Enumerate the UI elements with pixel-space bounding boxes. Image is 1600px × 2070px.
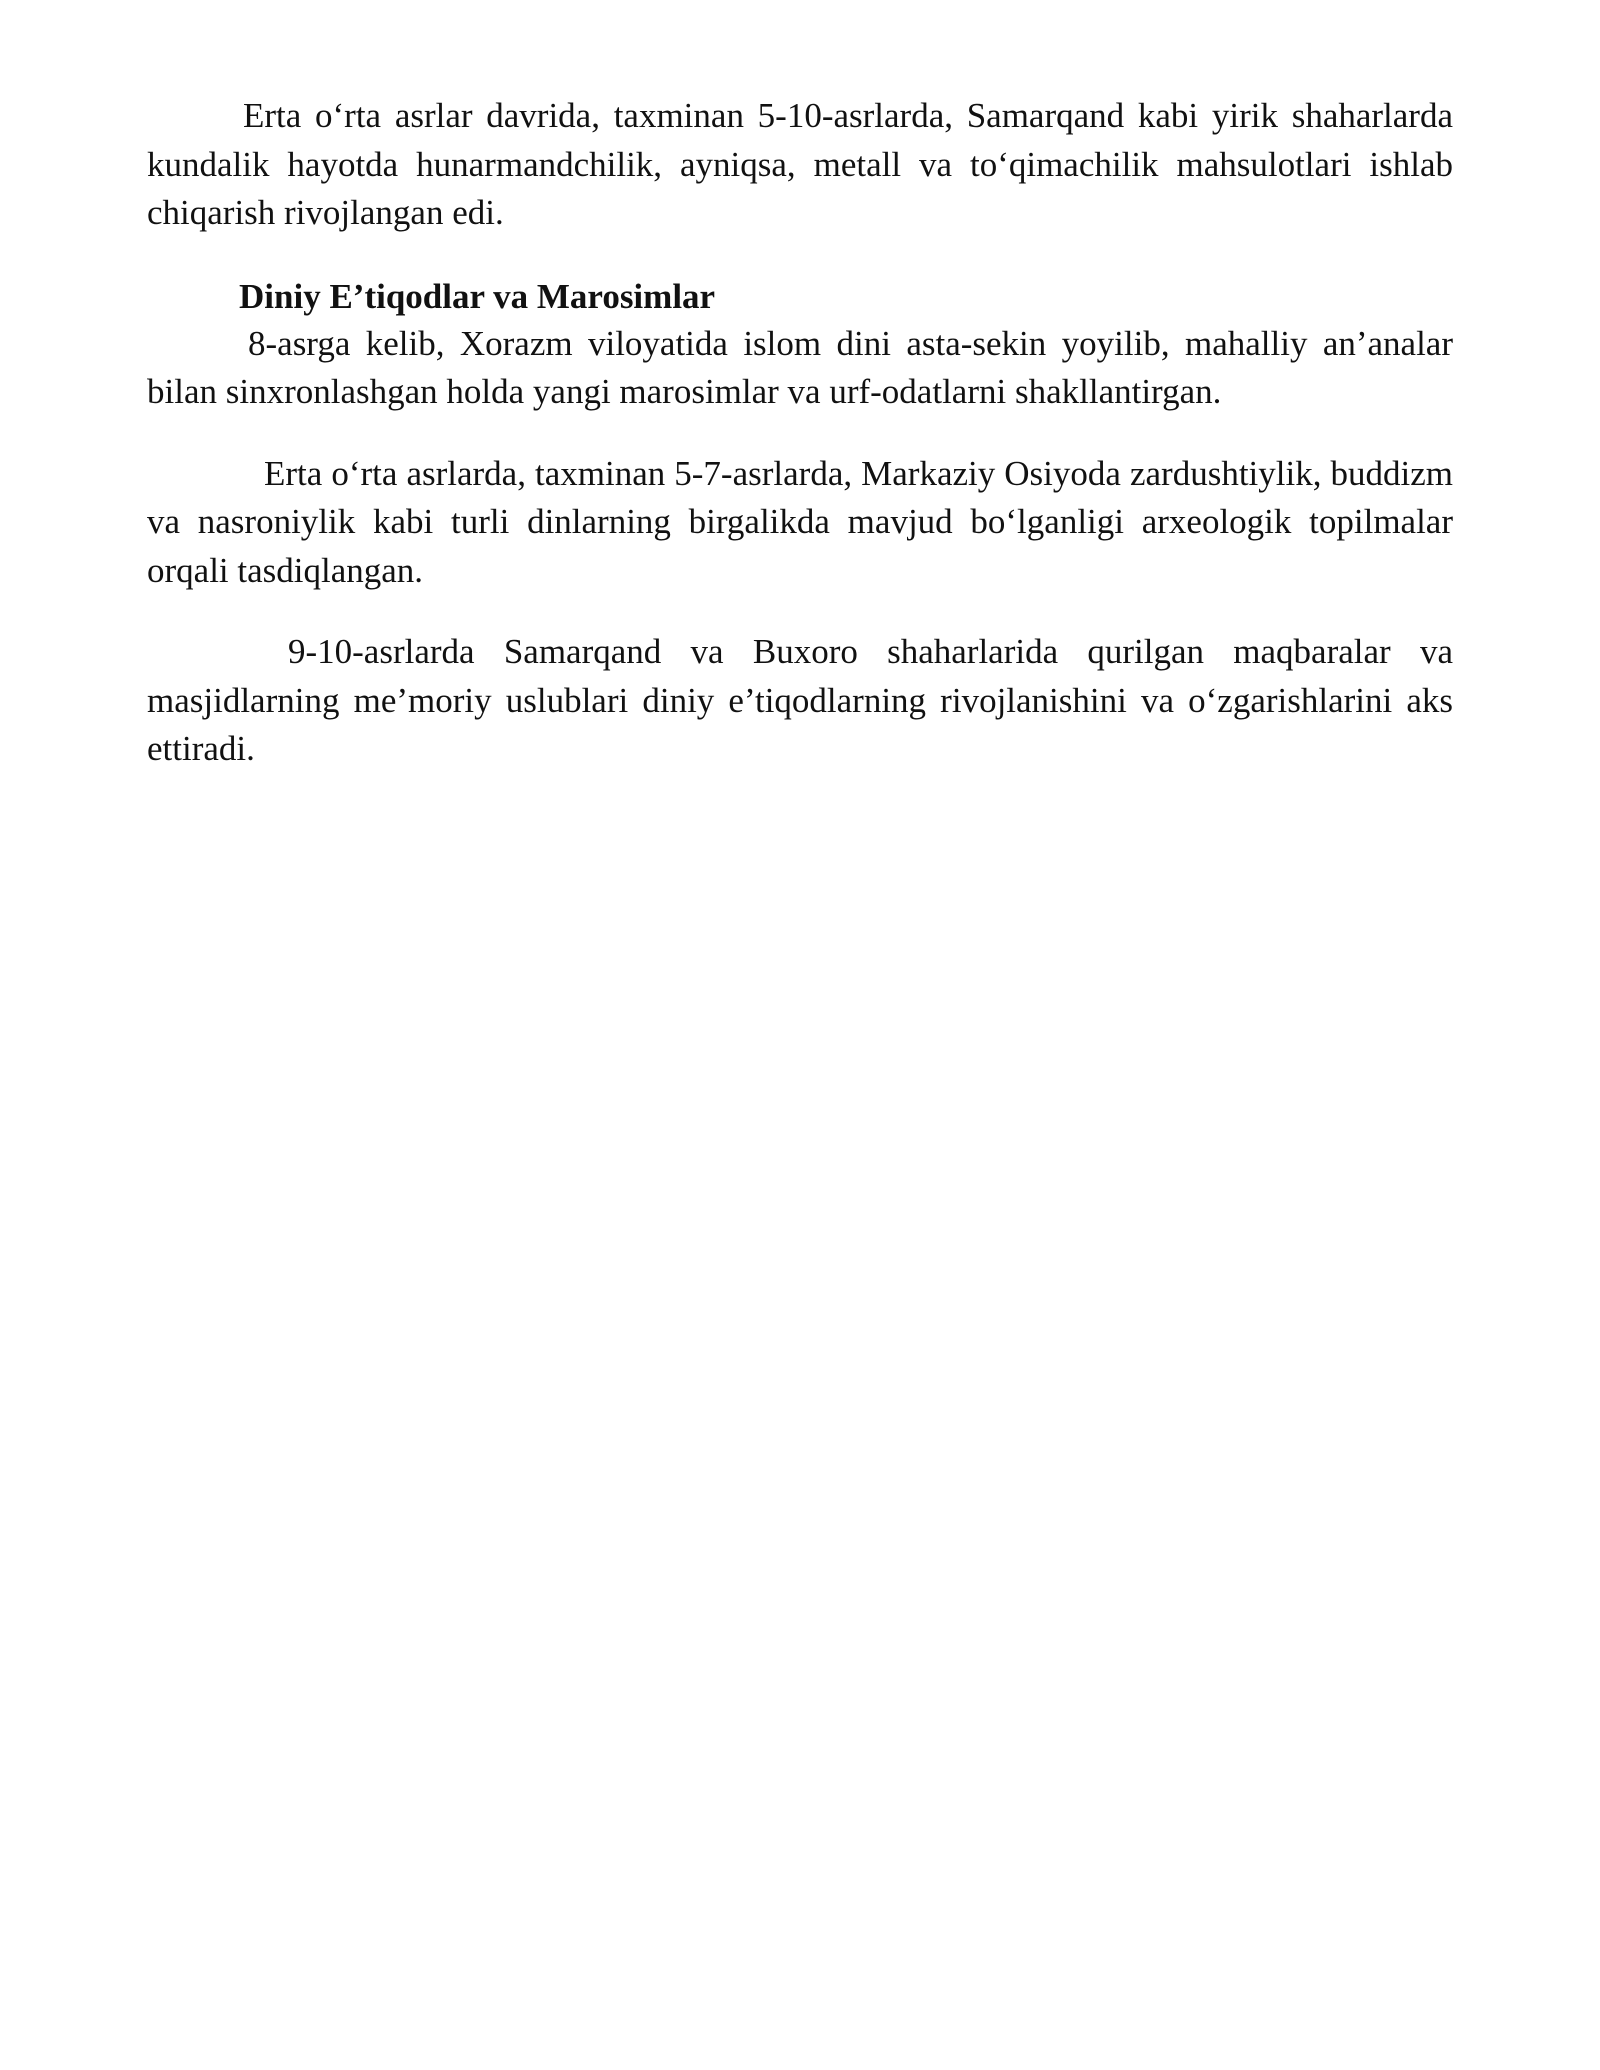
paragraph-religions-coexistence: Erta o‘rta asrlarda, taxminan 5-7-asrlarda, Markaziy Osiyoda zardushtiylik, buddizm va nasroniylik kabi turli dinlarning birgalikda mavjud bo‘lganligi arxeologik topilmalar orqali tasdiqlangan. [147, 453, 1453, 590]
paragraph-islam-khorezm: 8-asrga kelib, Xorazm viloyatida islom dini asta-sekin yoyilib, mahalliy an’analar bilan sinxronlashgan holda yangi marosimlar va urf-odatlarni shakllantirgan. [147, 323, 1453, 411]
paragraph-architecture: 9-10-asrlarda Samarqand va Buxoro shaharlarida qurilgan maqbaralar va masjidlarning me’moriy uslublari diniy e’tiqodlarning rivojlanishini va o‘zgarishlarini aks ettiradi. [147, 632, 1453, 768]
section-heading: Diniy E’tiqodlar va Marosimlar [239, 276, 716, 316]
paragraph-crafts: Erta o‘rta asrlar davrida, taxminan 5-10-asrlarda, Samarqand kabi yirik shaharlarda kundalik hayotda hunarmandchilik, ayniqsa, metall va to‘qimachilik mahsulotlari ishlab chiqarish rivojlangan edi. [147, 96, 1453, 232]
document-page [147, 92, 1453, 774]
